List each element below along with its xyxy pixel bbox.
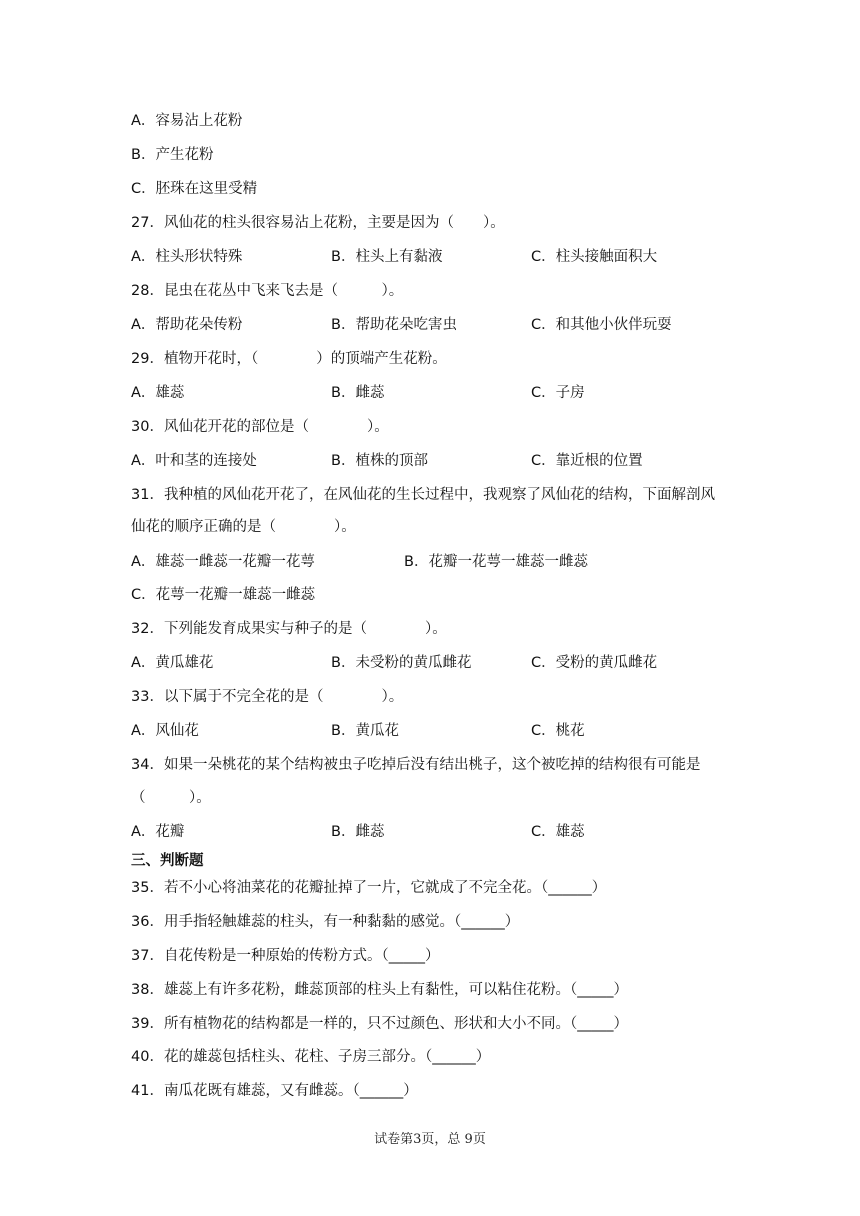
- question-34-stem-line1: 34．如果一朵桃花的某个结构被虫子吃掉后没有结出桃子，这个被吃掉的结构很有可能是: [131, 757, 701, 773]
- option-b: B．植株的顶部: [331, 453, 428, 469]
- option-b: B．雌蕊: [331, 824, 385, 840]
- q26-option-a: A．容易沾上花粉: [131, 113, 243, 129]
- option-a: A．黄瓜雄花: [131, 655, 214, 671]
- question-31-stem-line2: 仙花的顺序正确的是（ ）。: [131, 519, 356, 535]
- question-40: 40．花的雄蕊包括柱头、花柱、子房三部分。（______）: [131, 1049, 491, 1065]
- option-b: B．未受粉的黄瓜雌花: [331, 655, 472, 671]
- option-a: A．雄蕊: [131, 385, 185, 401]
- question-33-stem: 33．以下属于不完全花的是（ ）。: [131, 689, 404, 705]
- question-31-stem-line1: 31．我种植的风仙花开花了，在风仙花的生长过程中，我观察了风仙花的结构，下面解剖风: [131, 487, 715, 503]
- section-title: 三、判断题: [131, 853, 204, 869]
- option-c: C．靠近根的位置: [531, 453, 643, 469]
- option-a: A．雄蕊一雌蕊一花瓣一花萼: [131, 554, 315, 570]
- option-c: C．柱头接触面积大: [531, 249, 658, 265]
- q26-option-c: C．胚珠在这里受精: [131, 181, 258, 197]
- option-a: A．帮助花朵传粉: [131, 317, 243, 333]
- question-28-stem: 28．昆虫在花丛中飞来飞去是（ ）。: [131, 283, 404, 299]
- question-39: 39．所有植物花的结构都是一样的，只不过颜色、形状和大小不同。（_____）: [131, 1016, 628, 1032]
- question-30-stem: 30．风仙花开花的部位是（ ）。: [131, 419, 389, 435]
- question-35: 35．若不小心将油菜花的花瓣扯掉了一片，它就成了不完全花。（______）: [131, 880, 607, 896]
- question-38: 38．雄蕊上有许多花粉，雌蕊顶部的柱头上有黏性，可以粘住花粉。（_____）: [131, 982, 628, 998]
- option-a: A．叶和茎的连接处: [131, 453, 257, 469]
- option-a: A．风仙花: [131, 723, 199, 739]
- question-27-stem: 27．风仙花的柱头很容易沾上花粉，主要是因为（ ）。: [131, 215, 505, 231]
- option-b: B．黄瓜花: [331, 723, 399, 739]
- option-b: B．花瓣一花萼一雄蕊一雌蕊: [404, 554, 588, 570]
- option-a: A．柱头形状特殊: [131, 249, 243, 265]
- question-37: 37．自花传粉是一种原始的传粉方式。（_____）: [131, 948, 440, 964]
- question-29-stem: 29．植物开花时，（ ）的顶端产生花粉。: [131, 351, 447, 367]
- option-c: C．受粉的黄瓜雌花: [531, 655, 658, 671]
- page-footer: 试卷第3页，总 9页: [374, 1132, 486, 1147]
- option-c: C．雄蕊: [531, 824, 585, 840]
- option-c: C．桃花: [531, 723, 585, 739]
- option-c: C．子房: [531, 385, 585, 401]
- option-b: B．柱头上有黏液: [331, 249, 443, 265]
- q26-option-b: B．产生花粉: [131, 147, 214, 163]
- question-32-stem: 32．下列能发育成果实与种子的是（ ）。: [131, 621, 447, 637]
- option-a: A．花瓣: [131, 824, 185, 840]
- option-c: C．和其他小伙伴玩耍: [531, 317, 672, 333]
- question-34-stem-line2: （ ）。: [131, 790, 211, 806]
- option-b: B．帮助花朵吃害虫: [331, 317, 457, 333]
- option-c: C．花萼一花瓣一雄蕊一雌蕊: [131, 587, 316, 603]
- option-b: B．雌蕊: [331, 385, 385, 401]
- question-41: 41．南瓜花既有雄蕊，又有雌蕊。（______）: [131, 1083, 418, 1099]
- question-36: 36．用手指轻触雄蕊的柱头，有一种黏黏的感觉。（______）: [131, 914, 520, 930]
